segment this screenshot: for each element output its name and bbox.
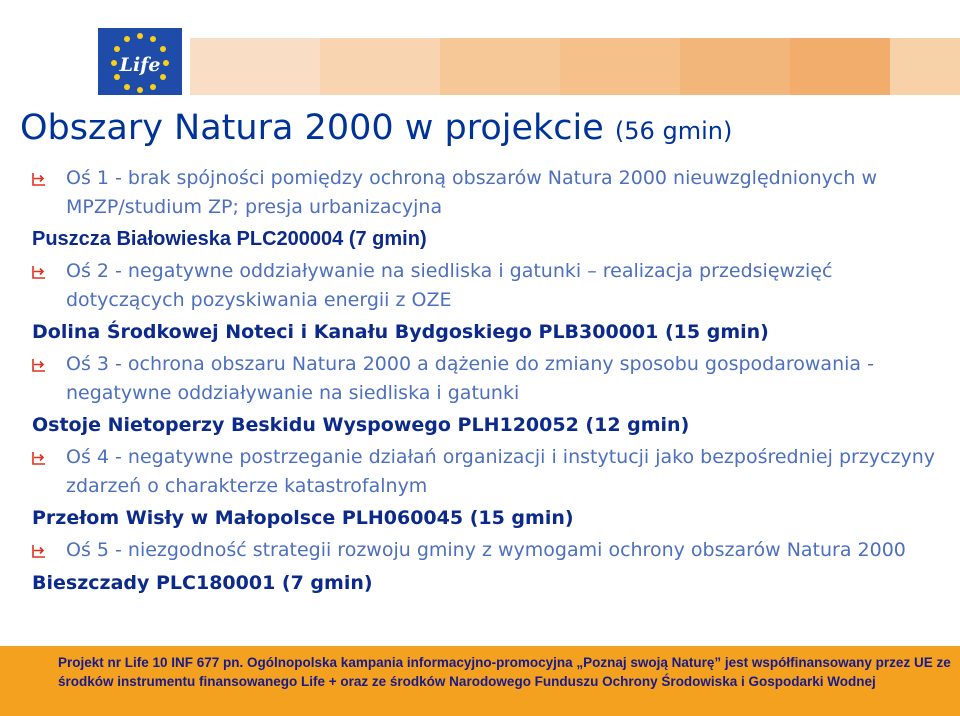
axis-text: Oś 4 - negatywne postrzeganie działań organizacji i instytucji jako bezpośredniej przyczyny zdarzeń o charakterze katastrofalnym — [66, 446, 935, 497]
footer-text: Projekt nr Life 10 INF 677 pn. Ogólnopolska kampania informacyjno-promocyjna „Poznaj swoją Naturę” jest współfinansowany przez UE ze środków instrumentu finansowanego Life + oraz ze środków Narodowego Funduszu Ochrony Środowiska i Gospodarki Wodnej — [58, 655, 951, 689]
arrow-bullet-icon — [32, 358, 46, 372]
site-label-1: Puszcza Białowieska PLC200004 (7 gmin) — [32, 228, 427, 250]
arrow-bullet-icon — [32, 172, 46, 186]
arrow-bullet-icon — [32, 544, 46, 558]
header-stripe — [0, 38, 90, 95]
header-stripe — [560, 38, 680, 95]
site-label-4: Przełom Wisły w Małopolsce PLH060045 (15 gmin) — [32, 507, 574, 529]
arrow-bullet-icon — [32, 265, 46, 279]
header-stripe — [320, 38, 440, 95]
eu-life-logo — [98, 28, 182, 95]
content-list — [32, 164, 942, 601]
header-stripe — [440, 38, 560, 95]
axis-text: Oś 1 - brak spójności pomiędzy ochroną obszarów Natura 2000 nieuwzględnionych w MPZP/studium ZP; presja urbanizacyjna — [66, 167, 877, 218]
header-stripe — [190, 38, 320, 95]
header-band — [0, 0, 960, 95]
site-label-3: Ostoje Nietoperzy Beskidu Wyspowego PLH120052 (12 gmin) — [32, 414, 690, 436]
axis-bullet-5 — [32, 536, 942, 565]
axis-bullet-4 — [32, 443, 942, 500]
axis-bullet-1 — [32, 164, 942, 221]
arrow-bullet-icon — [32, 451, 46, 465]
page-title — [20, 104, 950, 155]
title-main: Obszary Natura 2000 w projekcie — [20, 108, 604, 148]
site-label-2: Dolina Środkowej Noteci i Kanału Bydgoskiego PLB300001 (15 gmin) — [32, 321, 769, 343]
axis-bullet-3 — [32, 350, 942, 407]
header-stripe — [790, 38, 890, 95]
axis-bullet-2 — [32, 257, 942, 314]
title-sub: (56 gmin) — [614, 117, 733, 145]
header-stripe — [890, 38, 960, 95]
site-label-5: Bieszczady PLC180001 (7 gmin) — [32, 571, 373, 594]
axis-text: Oś 2 - negatywne oddziaływanie na siedliska i gatunki – realizacja przedsięwzięć dotyczących pozyskiwania energii z OZE — [66, 260, 833, 311]
axis-text: Oś 3 - ochrona obszaru Natura 2000 a dążenie do zmiany sposobu gospodarowania - negatywne oddziaływanie na siedliska i gatunki — [66, 353, 874, 404]
life-logo-text: Life — [119, 54, 161, 76]
header-stripe — [680, 38, 790, 95]
footer-band — [0, 646, 960, 716]
axis-text: Oś 5 - niezgodność strategii rozwoju gminy z wymogami ochrony obszarów Natura 2000 — [66, 539, 906, 561]
